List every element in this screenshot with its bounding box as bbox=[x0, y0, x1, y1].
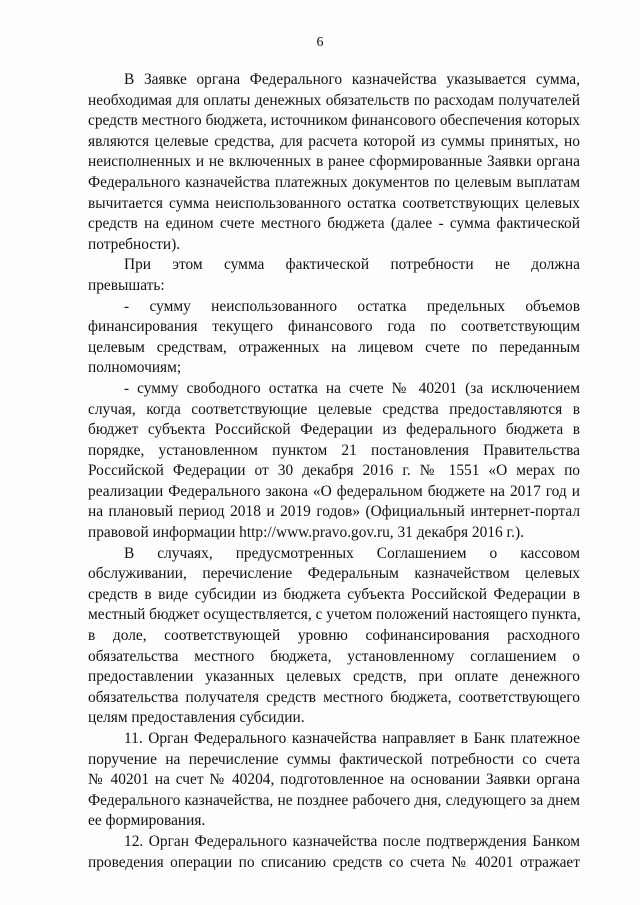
text-line: обязательства получателя средств местного бюджета, соответствующего bbox=[88, 688, 580, 706]
text-line: на плановый период 2018 и 2019 годов» (Официальный интернет-портал bbox=[88, 503, 580, 521]
text-line: 11. Орган Федерального казначейства направляет в Банк платежное bbox=[124, 730, 580, 747]
text-line: средств местного бюджета, источником финансового обеспечения которых bbox=[88, 112, 580, 130]
paragraph bbox=[88, 832, 580, 873]
paragraph bbox=[88, 70, 580, 255]
text-line: В случаях, предусмотренных Соглашением о кассовом bbox=[124, 544, 580, 562]
text-line: средств в виде субсидии из бюджета субъекта Российской Федерации в bbox=[88, 585, 580, 603]
text-line: порядке, установленном пунктом 21 постановления Правительства bbox=[88, 441, 580, 459]
text-line: ее формирования. bbox=[88, 812, 206, 830]
text-line: бюджет субъекта Российской Федерации из федерального бюджета в bbox=[88, 421, 580, 439]
page-number: 6 bbox=[316, 35, 324, 50]
document-body bbox=[88, 70, 580, 873]
text-line: в доле, соответствующей уровню софинансирования расходного bbox=[88, 627, 580, 645]
text-line: являются целевые средства, для расчета которой из суммы принятых, но bbox=[88, 132, 580, 150]
paragraph bbox=[88, 729, 580, 832]
text-line: - сумму свободного остатка на счете № 40201 (за исключением bbox=[124, 379, 580, 397]
paragraph bbox=[88, 544, 580, 729]
text-line: вычитается сумма неиспользованного остатка соответствующих целевых bbox=[88, 194, 580, 212]
text-line: целям предоставления субсидии. bbox=[88, 709, 305, 727]
text-line: неисполненных и не включенных в ранее сформированные Заявки органа bbox=[88, 153, 580, 171]
text-line: В Заявке органа Федерального казначейства указывается сумма, bbox=[124, 71, 580, 88]
text-line: случая, когда соответствующие целевые средства предоставляются в bbox=[88, 400, 580, 418]
paragraph bbox=[88, 255, 580, 296]
text-line: - сумму неиспользованного остатка предельных объемов bbox=[124, 297, 580, 315]
text-line: реализации Федерального закона «О федеральном бюджете на 2017 год и bbox=[88, 482, 580, 500]
text-line: проведения операции по списанию средств со счета № 40201 отражает bbox=[88, 853, 580, 871]
text-line: обслуживании, перечисление Федеральным казначейством целевых bbox=[88, 565, 580, 583]
text-line: предоставлении указанных целевых средств, при оплате денежного bbox=[88, 668, 580, 686]
text-line: необходимая для оплаты денежных обязательств по расходам получателей bbox=[88, 91, 580, 109]
text-line: местный бюджет осуществляется, с учетом положений настоящего пункта, bbox=[88, 606, 581, 624]
text-line: поручение на перечисление суммы фактической потребности со счета bbox=[88, 750, 580, 768]
text-line: потребности). bbox=[88, 235, 181, 253]
text-line: № 40201 на счет № 40204, подготовленное на основании Заявки органа bbox=[88, 771, 580, 789]
text-line: средств на едином счете местного бюджета (далее - сумма фактической bbox=[88, 215, 580, 233]
paragraph bbox=[88, 379, 580, 544]
text-line: целевым средствам, отраженных на лицевом счете по переданным bbox=[88, 338, 580, 356]
text-line: обязательства местного бюджета, установленному соглашением о bbox=[88, 647, 580, 665]
text-line: Российской Федерации от 30 декабря 2016 г. № 1551 «О мерах по bbox=[88, 462, 580, 480]
text-line: правовой информации http://www.pravo.gov.ru, 31 декабря 2016 г.). bbox=[88, 524, 524, 542]
text-line: Федерального казначейства, не позднее рабочего дня, следующего за днем bbox=[88, 791, 580, 809]
text-line: финансирования текущего финансового года по соответствующим bbox=[88, 318, 580, 336]
text-line: полномочиям; bbox=[88, 359, 182, 377]
text-line: Федерального казначейства платежных документов по целевым выплатам bbox=[88, 173, 580, 191]
text-line: превышать: bbox=[88, 276, 165, 294]
text-line: При этом сумма фактической потребности не должна bbox=[124, 256, 580, 274]
text-line: 12. Орган Федерального казначейства после подтверждения Банком bbox=[124, 832, 580, 850]
paragraph bbox=[88, 297, 580, 379]
